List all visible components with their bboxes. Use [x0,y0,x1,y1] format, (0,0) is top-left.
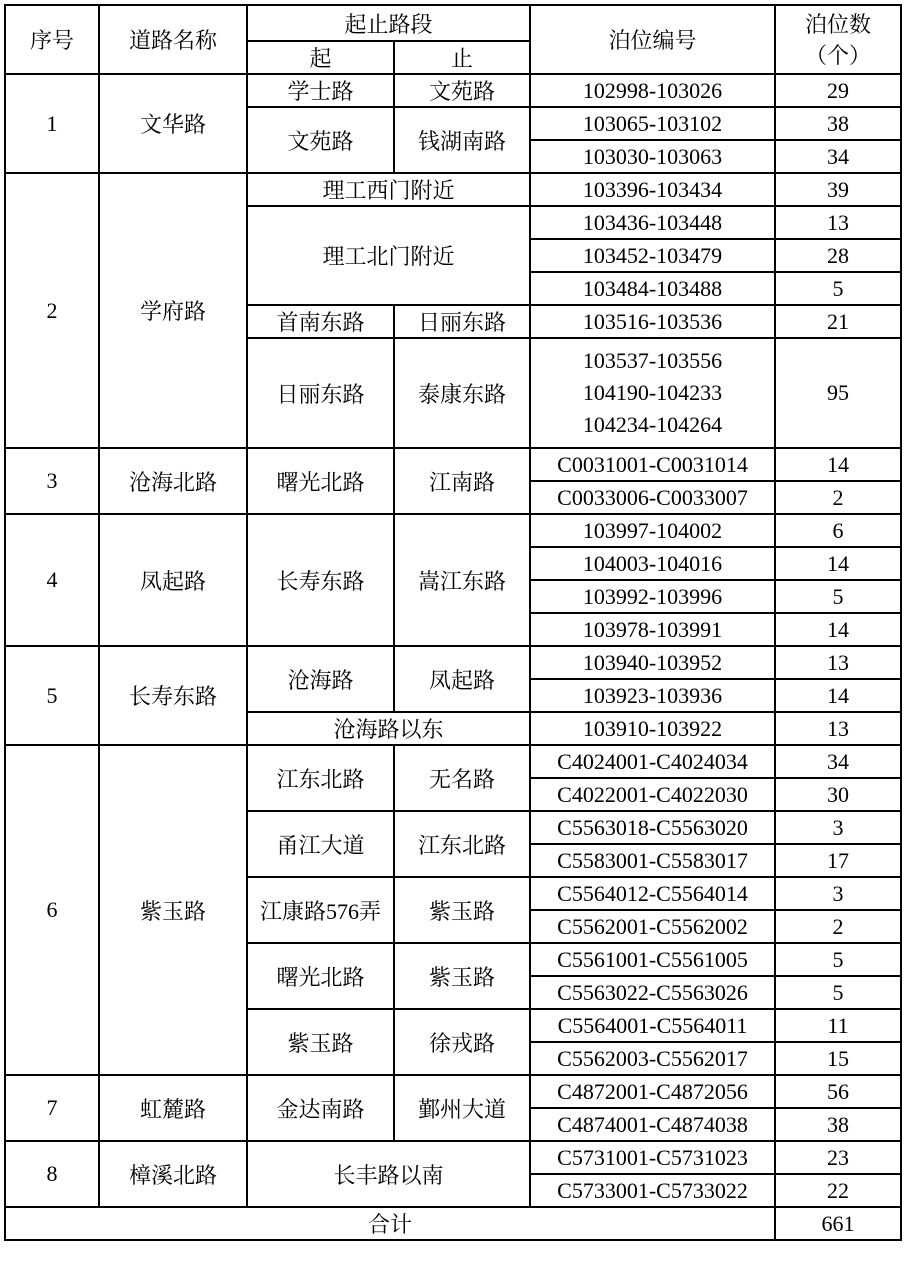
cell-end: 日丽东路 [394,305,530,338]
cell-berth-count: 13 [775,646,901,679]
cell-berth-no [530,448,775,481]
cell-berth-no [530,745,775,778]
cell-start: 曙光北路 [247,943,394,1009]
cell-start: 长寿东路 [247,514,394,646]
cell-berth-count: 5 [775,580,901,613]
cell-berth-count: 5 [775,976,901,1009]
berth-range: 103978-103991 [582,616,723,642]
cell-berth-no [530,646,775,679]
cell-berth-count: 22 [775,1174,901,1207]
cell-berth-no [530,173,775,206]
cell-seq: 7 [5,1075,99,1141]
cell-end: 江东北路 [394,811,530,877]
cell-berth-no [530,844,775,877]
cell-berth-no [530,140,775,173]
table-row [5,173,901,206]
berth-range: 103484-103488 [582,275,723,301]
berth-range: C5561001-C5561005 [557,946,748,972]
berth-range: 103923-103936 [582,682,723,708]
cell-berth-count: 21 [775,305,901,338]
berth-range: C0031001-C0031014 [557,451,748,477]
berth-range: C5563018-C5563020 [557,814,748,840]
parking-berth-table [4,4,902,1241]
cell-road-name: 沧海北路 [99,448,247,514]
cell-berth-no [530,514,775,547]
cell-berth-count: 3 [775,811,901,844]
cell-end: 泰康东路 [394,338,530,448]
cell-berth-count: 95 [775,338,901,448]
cell-berth-no [530,481,775,514]
berth-range: 104234-104264 [582,412,723,437]
cell-road-name: 文华路 [99,74,247,173]
cell-berth-no [530,1108,775,1141]
cell-berth-no [530,811,775,844]
cell-start: 江东北路 [247,745,394,811]
cell-start: 甬江大道 [247,811,394,877]
cell-berth-no [530,1141,775,1174]
cell-berth-no [530,1009,775,1042]
total-label: 合计 [5,1207,775,1240]
berth-range: C4872001-C4872056 [557,1078,748,1104]
cell-road-name: 学府路 [99,173,247,448]
header-road-name: 道路名称 [99,5,247,74]
cell-berth-count: 39 [775,173,901,206]
table-row [5,646,901,679]
cell-berth-count: 14 [775,679,901,712]
cell-berth-no [530,910,775,943]
berth-range: 103396-103434 [582,176,723,202]
cell-end: 紫玉路 [394,943,530,1009]
header-berth-count-line1: 泊位数 [805,11,872,37]
cell-section-merged: 沧海路以东 [247,712,530,745]
cell-berth-count: 13 [775,206,901,239]
cell-berth-no [530,338,775,448]
cell-berth-no [530,943,775,976]
cell-end: 钱湖南路 [394,107,530,173]
cell-berth-no [530,712,775,745]
cell-berth-count: 11 [775,1009,901,1042]
cell-start: 曙光北路 [247,448,394,514]
cell-berth-count: 14 [775,448,901,481]
cell-end: 江南路 [394,448,530,514]
berth-range: C5562003-C5562017 [557,1045,748,1071]
berth-range: 103065-103102 [582,110,723,136]
cell-berth-no [530,877,775,910]
cell-start: 首南东路 [247,305,394,338]
cell-berth-count: 34 [775,140,901,173]
cell-end: 文苑路 [394,74,530,107]
cell-berth-count: 56 [775,1075,901,1108]
cell-berth-no [530,679,775,712]
berth-range: 103997-104002 [582,517,723,543]
cell-section-merged: 理工北门附近 [247,206,530,305]
cell-road-name: 凤起路 [99,514,247,646]
cell-berth-count: 34 [775,745,901,778]
berth-range: C5583001-C5583017 [557,847,748,873]
table-row [5,448,901,481]
berth-range: C5564001-C5564011 [557,1012,748,1038]
cell-seq: 1 [5,74,99,173]
header-row-1 [5,5,901,41]
cell-berth-count: 2 [775,481,901,514]
cell-berth-count: 6 [775,514,901,547]
cell-berth-no [530,305,775,338]
cell-end: 鄞州大道 [394,1075,530,1141]
cell-start: 紫玉路 [247,1009,394,1075]
berth-range: 104190-104233 [582,380,723,405]
cell-berth-no [530,239,775,272]
header-berth-count-line2: （个） [805,42,872,68]
berth-range: C5731001-C5731023 [557,1144,748,1170]
cell-end: 无名路 [394,745,530,811]
berth-range: 103910-103922 [582,715,723,741]
cell-berth-count: 38 [775,107,901,140]
table-header [5,5,901,74]
cell-road-name: 虹麓路 [99,1075,247,1141]
cell-berth-no [530,580,775,613]
berth-range: C5733001-C5733022 [557,1177,748,1203]
cell-start: 文苑路 [247,107,394,173]
cell-start: 沧海路 [247,646,394,712]
cell-seq: 3 [5,448,99,514]
berth-range: 103940-103952 [582,649,723,675]
cell-berth-no [530,1075,775,1108]
cell-start: 江康路576弄 [247,877,394,943]
cell-berth-no [530,547,775,580]
berth-range: 102998-103026 [582,77,723,103]
cell-road-name: 樟溪北路 [99,1141,247,1207]
berth-range: 104003-104016 [582,550,723,576]
header-seq: 序号 [5,5,99,74]
table-body [5,74,901,1240]
cell-berth-count: 17 [775,844,901,877]
cell-seq: 8 [5,1141,99,1207]
cell-end: 嵩江东路 [394,514,530,646]
cell-seq: 6 [5,745,99,1075]
cell-start: 金达南路 [247,1075,394,1141]
cell-berth-no [530,976,775,1009]
cell-end: 凤起路 [394,646,530,712]
berth-range: C5563022-C5563026 [557,979,748,1005]
cell-berth-no [530,1174,775,1207]
berth-range: 103992-103996 [582,583,723,609]
cell-seq: 5 [5,646,99,745]
cell-road-name: 紫玉路 [99,745,247,1075]
cell-road-name: 长寿东路 [99,646,247,745]
berth-range: C4022001-C4022030 [557,781,748,807]
cell-berth-count: 3 [775,877,901,910]
berth-range: 103030-103063 [582,143,723,169]
cell-berth-count: 14 [775,613,901,646]
berth-range: C5562001-C5562002 [557,913,748,939]
cell-berth-no [530,613,775,646]
berth-range: 103436-103448 [582,209,723,235]
cell-berth-no [530,1042,775,1075]
cell-berth-no [530,206,775,239]
cell-seq: 2 [5,173,99,448]
cell-berth-no [530,74,775,107]
header-end: 止 [394,41,530,74]
cell-seq: 4 [5,514,99,646]
header-berth-count [775,5,901,74]
berth-range: C4024001-C4024034 [557,748,748,774]
table-row [5,74,901,107]
berth-range: 103516-103536 [582,308,723,334]
cell-berth-count: 23 [775,1141,901,1174]
table-row [5,514,901,547]
cell-berth-no [530,107,775,140]
total-row [5,1207,901,1240]
table-row [5,1141,901,1174]
total-value: 661 [775,1207,901,1240]
header-section: 起止路段 [247,5,530,41]
cell-berth-count: 15 [775,1042,901,1075]
cell-berth-count: 2 [775,910,901,943]
cell-section-merged: 长丰路以南 [247,1141,530,1207]
cell-end: 徐戎路 [394,1009,530,1075]
cell-section-merged: 理工西门附近 [247,173,530,206]
cell-berth-no [530,778,775,811]
cell-start: 日丽东路 [247,338,394,448]
cell-berth-count: 29 [775,74,901,107]
berth-range: C0033006-C0033007 [557,484,748,510]
cell-berth-count: 28 [775,239,901,272]
header-berth-no: 泊位编号 [530,5,775,74]
table-row [5,745,901,778]
cell-berth-count: 13 [775,712,901,745]
cell-berth-no [530,272,775,305]
cell-end: 紫玉路 [394,877,530,943]
berth-range: C5564012-C5564014 [557,880,748,906]
berth-range: C4874001-C4874038 [557,1111,748,1137]
cell-berth-count: 5 [775,943,901,976]
berth-range: 103452-103479 [582,242,723,268]
cell-berth-count: 14 [775,547,901,580]
table-row [5,1075,901,1108]
header-start: 起 [247,41,394,74]
berth-range: 103537-103556 [582,348,723,373]
cell-berth-count: 30 [775,778,901,811]
cell-berth-count: 5 [775,272,901,305]
cell-start: 学士路 [247,74,394,107]
cell-berth-count: 38 [775,1108,901,1141]
